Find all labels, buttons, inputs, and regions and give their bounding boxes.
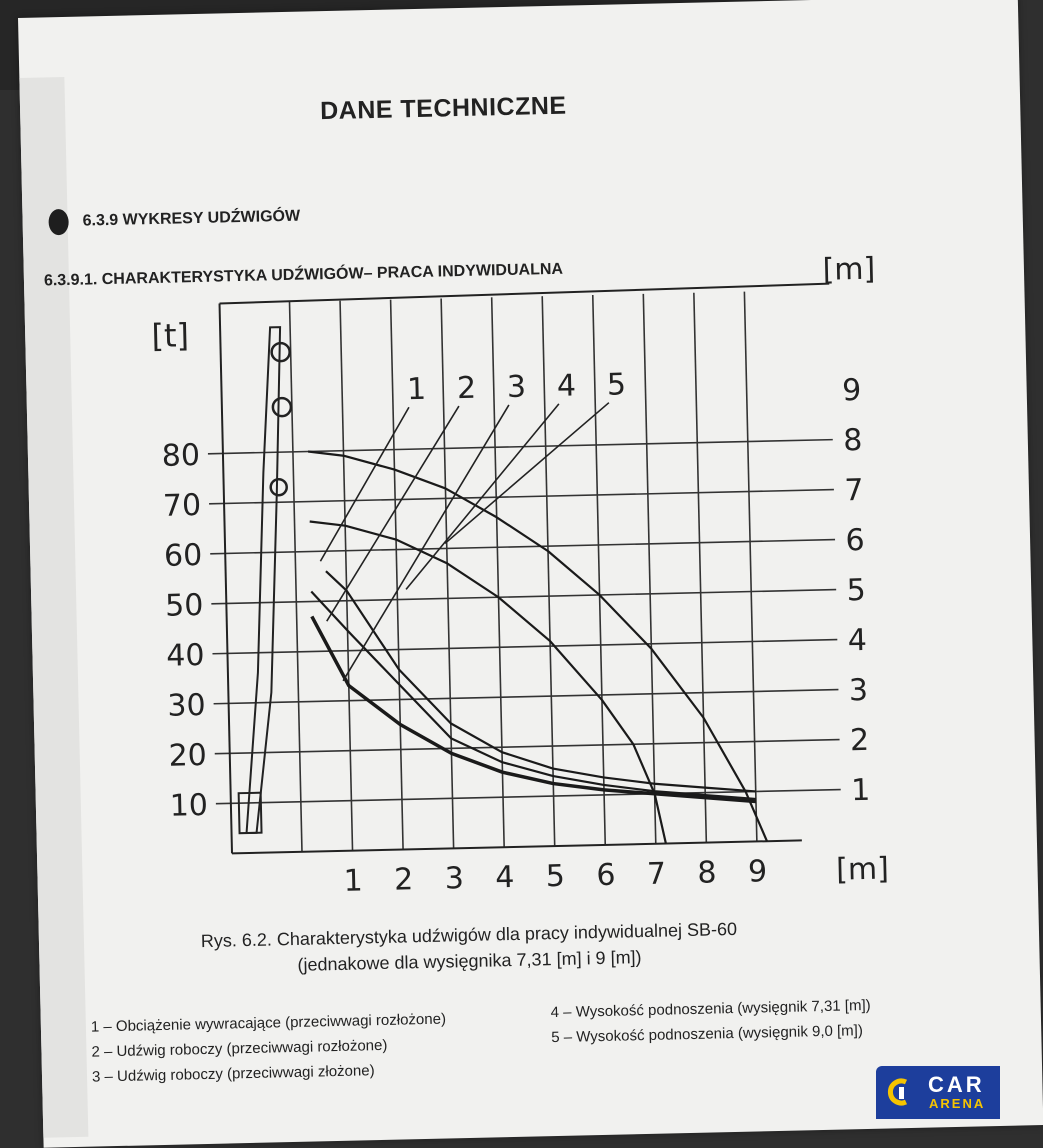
y-left-tick-label: 10 [169,787,209,824]
subsection-heading: 6.3.9.1. CHARAKTERYSTYKA UDŹWIGÓW– PRACA INDYWIDUALNA [43,260,564,290]
load-chart [84,251,890,917]
logo-mark-icon [886,1078,914,1106]
y-right-tick-label: 3 [848,672,869,709]
legend-right [550,993,871,1050]
grid-line-vertical [643,294,655,844]
hook-lower-icon [271,479,287,495]
curve-number-3: 3 [506,369,527,405]
grid-line-vertical [744,292,756,842]
y-left-tick-label: 50 [164,587,204,624]
caption-line-2: (jednakowe dla wysięgnika 7,31 [m] i 9 [m]) [297,947,642,975]
grid-line-horizontal [215,740,840,754]
y-right-tick-label: 1 [850,772,871,809]
hook-icon [273,398,291,416]
legend-left [91,1007,448,1090]
chart-top-border [219,284,829,304]
grid-line-vertical [593,295,605,845]
x-tick-label: 2 [393,862,414,898]
y-right-tick-label: 5 [846,572,867,609]
y-left-tick-label: 20 [168,737,208,774]
x-tick-label: 4 [494,859,515,896]
x-axis-label: [m] [835,851,890,888]
legend-item-3: 3 – Udźwig roboczy (przeciwwagi złożone) [91,1062,375,1086]
curve-leader-line-3 [337,405,515,681]
logo-text-car: CAR [928,1072,985,1097]
legend-item-5: 5 – Wysokość podnoszenia (wysięgnik 9,0 [m]) [551,1022,864,1047]
curve-number-4: 4 [556,368,577,404]
adjacent-page-edge [19,77,88,1138]
y-left-tick-label: 30 [167,687,207,724]
series-2-curve [311,582,756,809]
y-right-tick-label: 4 [847,622,868,659]
document-page [18,0,1043,1148]
grid-line-vertical [542,296,554,846]
grid-line-vertical [340,301,352,851]
series-1-curve [326,562,756,802]
y-left-tick-label: 60 [163,537,203,574]
y-right-tick-label: 8 [842,422,863,459]
curve-leader-line-1 [317,407,412,561]
legend-item-2: 2 – Udźwig roboczy (przeciwwagi rozłożone) [91,1036,388,1061]
car-arena-logo [876,1066,1000,1119]
grid-line-vertical [290,302,302,852]
grid-line-horizontal [212,640,837,654]
y-right-tick-label: 6 [845,522,866,559]
y-right-tick-label: 2 [849,722,870,759]
caption-line-1: Rys. 6.2. Charakterystyka udźwigów dla pracy indywidualnej SB-60 [200,918,738,952]
grid-line-vertical [694,293,706,843]
x-tick-label: 5 [545,858,566,895]
y-right-tick-label: 7 [843,472,864,509]
curve-number-5: 5 [606,367,627,403]
x-tick-label: 1 [343,863,364,899]
grid-line-vertical [441,298,453,848]
section-heading: 6.3.9 WYKRESY UDŹWIGÓW [82,207,301,230]
figure-caption [119,914,820,982]
page-title: DANE TECHNICZNE [319,91,567,126]
y-right-axis-label: [m] [822,251,876,288]
y-axis-line [220,304,232,854]
x-tick-label: 7 [646,856,667,892]
y-left-axis-label: [t] [151,316,190,356]
y-left-tick-label: 40 [165,637,205,674]
grid-line-horizontal [210,540,835,554]
grid-line-vertical [492,297,504,847]
grid-line-vertical [391,300,403,850]
x-axis-line [232,840,802,853]
grid-line-horizontal [211,590,836,604]
x-tick-label: 9 [747,854,768,890]
x-tick-label: 3 [444,861,465,897]
y-right-tick-label: 9 [841,372,862,409]
x-tick-label: 8 [697,855,717,891]
curve-number-1: 1 [406,371,427,408]
y-left-tick-label: 80 [161,437,201,474]
legend-item-1: 1 – Obciążenie wywracające (przeciwwagi rozłożone) [90,1010,447,1036]
y-left-tick-label: 70 [162,487,202,524]
x-tick-label: 6 [595,857,616,894]
logo-text-arena: ARENA [929,1096,986,1111]
legend-item-4: 4 – Wysokość podnoszenia (wysięgnik 7,31 [m]) [550,996,871,1022]
curve-number-2: 2 [456,370,477,407]
grid-line-horizontal [214,690,839,704]
crane-boom-drawing [235,327,291,833]
grid-line-horizontal [209,490,834,504]
